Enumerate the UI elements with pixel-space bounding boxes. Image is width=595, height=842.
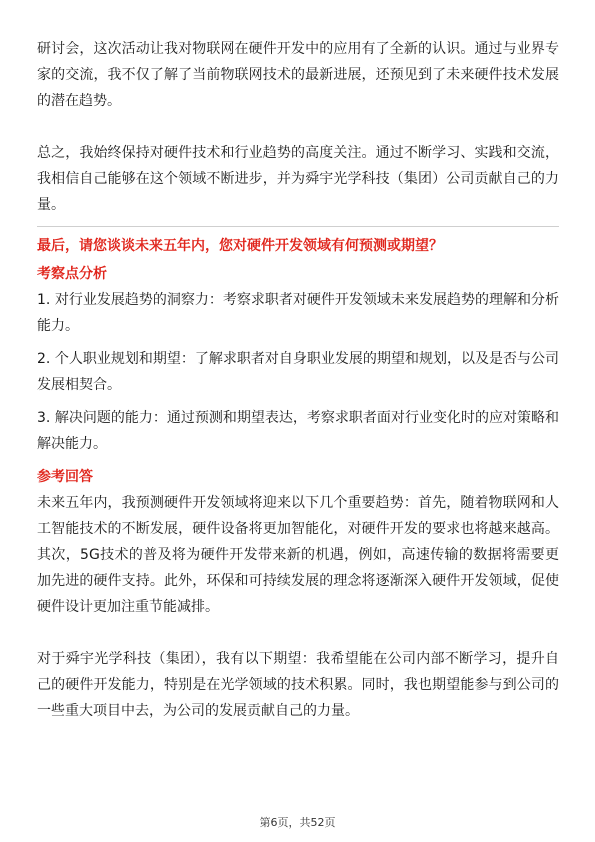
- answer-paragraph-2: 对于舜宇光学科技（集团），我有以下期望：我希望能在公司内部不断学习，提升自己的硬件开发能力，特别是在光学领域的技术积累。同时，我也期望能参与到公司的一些重大项目中去，为公司的发展贡献自己的力量。: [37, 651, 559, 719]
- analysis-item-3: 3. 解决问题的能力：通过预测和期望表达，考察求职者面对行业变化时的应对策略和解决能力。: [37, 410, 559, 452]
- intro-paragraph-2: 总之，我始终保持对硬件技术和行业趋势的高度关注。通过不断学习、实践和交流，我相信自己能够在这个领域不断进步，并为舜宇光学科技（集团）公司贡献自己的力量。: [37, 145, 559, 213]
- intro-paragraph-1: 研讨会，这次活动让我对物联网在硬件开发中的应用有了全新的认识。通过与业界专家的交流，我不仅了解了当前物联网技术的最新进展，还预见到了未来硬件技术发展的潜在趋势。: [37, 41, 559, 109]
- page-number: 第6页，共52页: [259, 816, 336, 829]
- analysis-heading: 考察点分析: [37, 266, 107, 282]
- analysis-item-1: 1. 对行业发展趋势的洞察力：考察求职者对硬件开发领域未来发展趋势的理解和分析能力。: [37, 292, 559, 334]
- answer-heading: 参考回答: [37, 469, 93, 485]
- interview-question: 最后，请您谈谈未来五年内，您对硬件开发领域有何预测或期望？: [37, 238, 443, 254]
- paragraph-gap: [37, 620, 559, 646]
- paragraph-gap: [37, 114, 559, 140]
- section-divider: [37, 226, 559, 227]
- analysis-item-2: 2. 个人职业规划和期望：了解求职者对自身职业发展的期望和规划，以及是否与公司发展相契合。: [37, 351, 559, 393]
- document-page: [37, 36, 559, 724]
- answer-paragraph-1: 未来五年内，我预测硬件开发领域将迎来以下几个重要趋势：首先，随着物联网和人工智能技术的不断发展，硬件设备将更加智能化，对硬件开发的要求也将越来越高。其次，5G技术的普及将为硬件开发带来新的机遇，例如，高速传输的数据将需要更加先进的硬件支持。此外，环保和可持续发展的理念将逐渐深入硬件开发领域，促使硬件设计更加注重节能减排。: [37, 495, 559, 615]
